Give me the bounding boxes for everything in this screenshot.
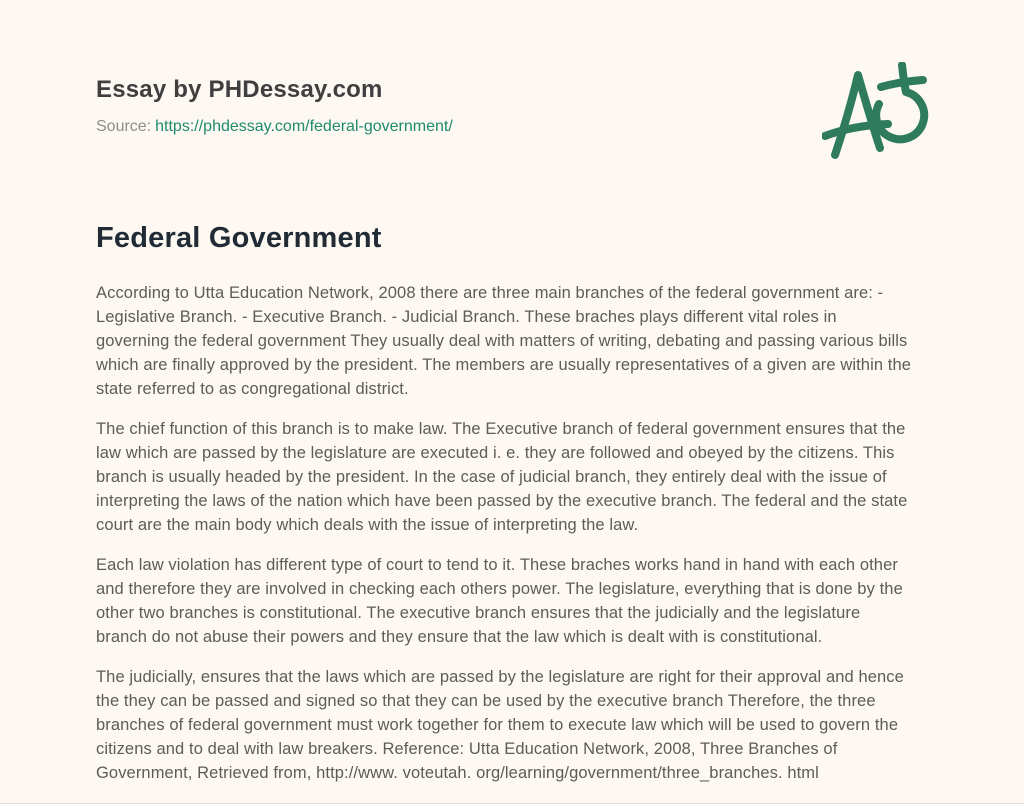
essay-paragraph-3: Each law violation has different type of court to tend to it. These braches works hand in hand with each other and therefore they are involved in checking each others power. The legislature, everything that is done by the other two branches is constitutional. The executive branch ensures that the judicially and the legislature branch do not abuse their powers and they ensure that the law which is dealt with is constitutional. [96, 556, 903, 646]
page-header [96, 76, 914, 136]
source-link[interactable]: https://phdessay.com/federal-government/ [155, 118, 453, 135]
essay-paragraph-4: The judicially, ensures that the laws which are passed by the legislature are right for their approval and hence the they can be passed and signed so that they can be used by the executive branch Therefore, the three branches of federal government must work together for them to execute law which will be used to govern the citizens and to deal with law breakers. Reference: Utta Education Network, 2008, Three Branches of Government, Retrieved from, http://www. voteutah. org/learning/government/three_branches. html [96, 668, 904, 782]
essay-title: Federal Government [96, 222, 382, 254]
a-plus-logo-icon [822, 62, 932, 162]
site-title: Essay by PHDessay.com [96, 76, 383, 103]
essay-content [96, 222, 914, 785]
essay-paragraph-2: The chief function of this branch is to make law. The Executive branch of federal government ensures that the law which are passed by the legislature are executed i. e. they are followed and obeyed by the citizens. This branch is usually headed by the president. In the case of judicial branch, they entirely deal with the issue of interpreting the laws of the nation which have been passed by the executive branch. The federal and the state court are the main body which deals with the issue of interpreting the law. [96, 420, 908, 534]
source-label: Source: [96, 118, 152, 135]
essay-paragraph-1: According to Utta Education Network, 2008 there are three main branches of the federal government are: - Legislative Branch. - Executive Branch. - Judicial Branch. These braches plays different vital roles in governing the federal government They usually deal with matters of writing, debating and passing various bills which are finally approved by the president. The members are usually representatives of a given are within the state referred to as congregational district. [96, 284, 912, 398]
essay-body [96, 281, 914, 785]
source-line [96, 118, 914, 136]
